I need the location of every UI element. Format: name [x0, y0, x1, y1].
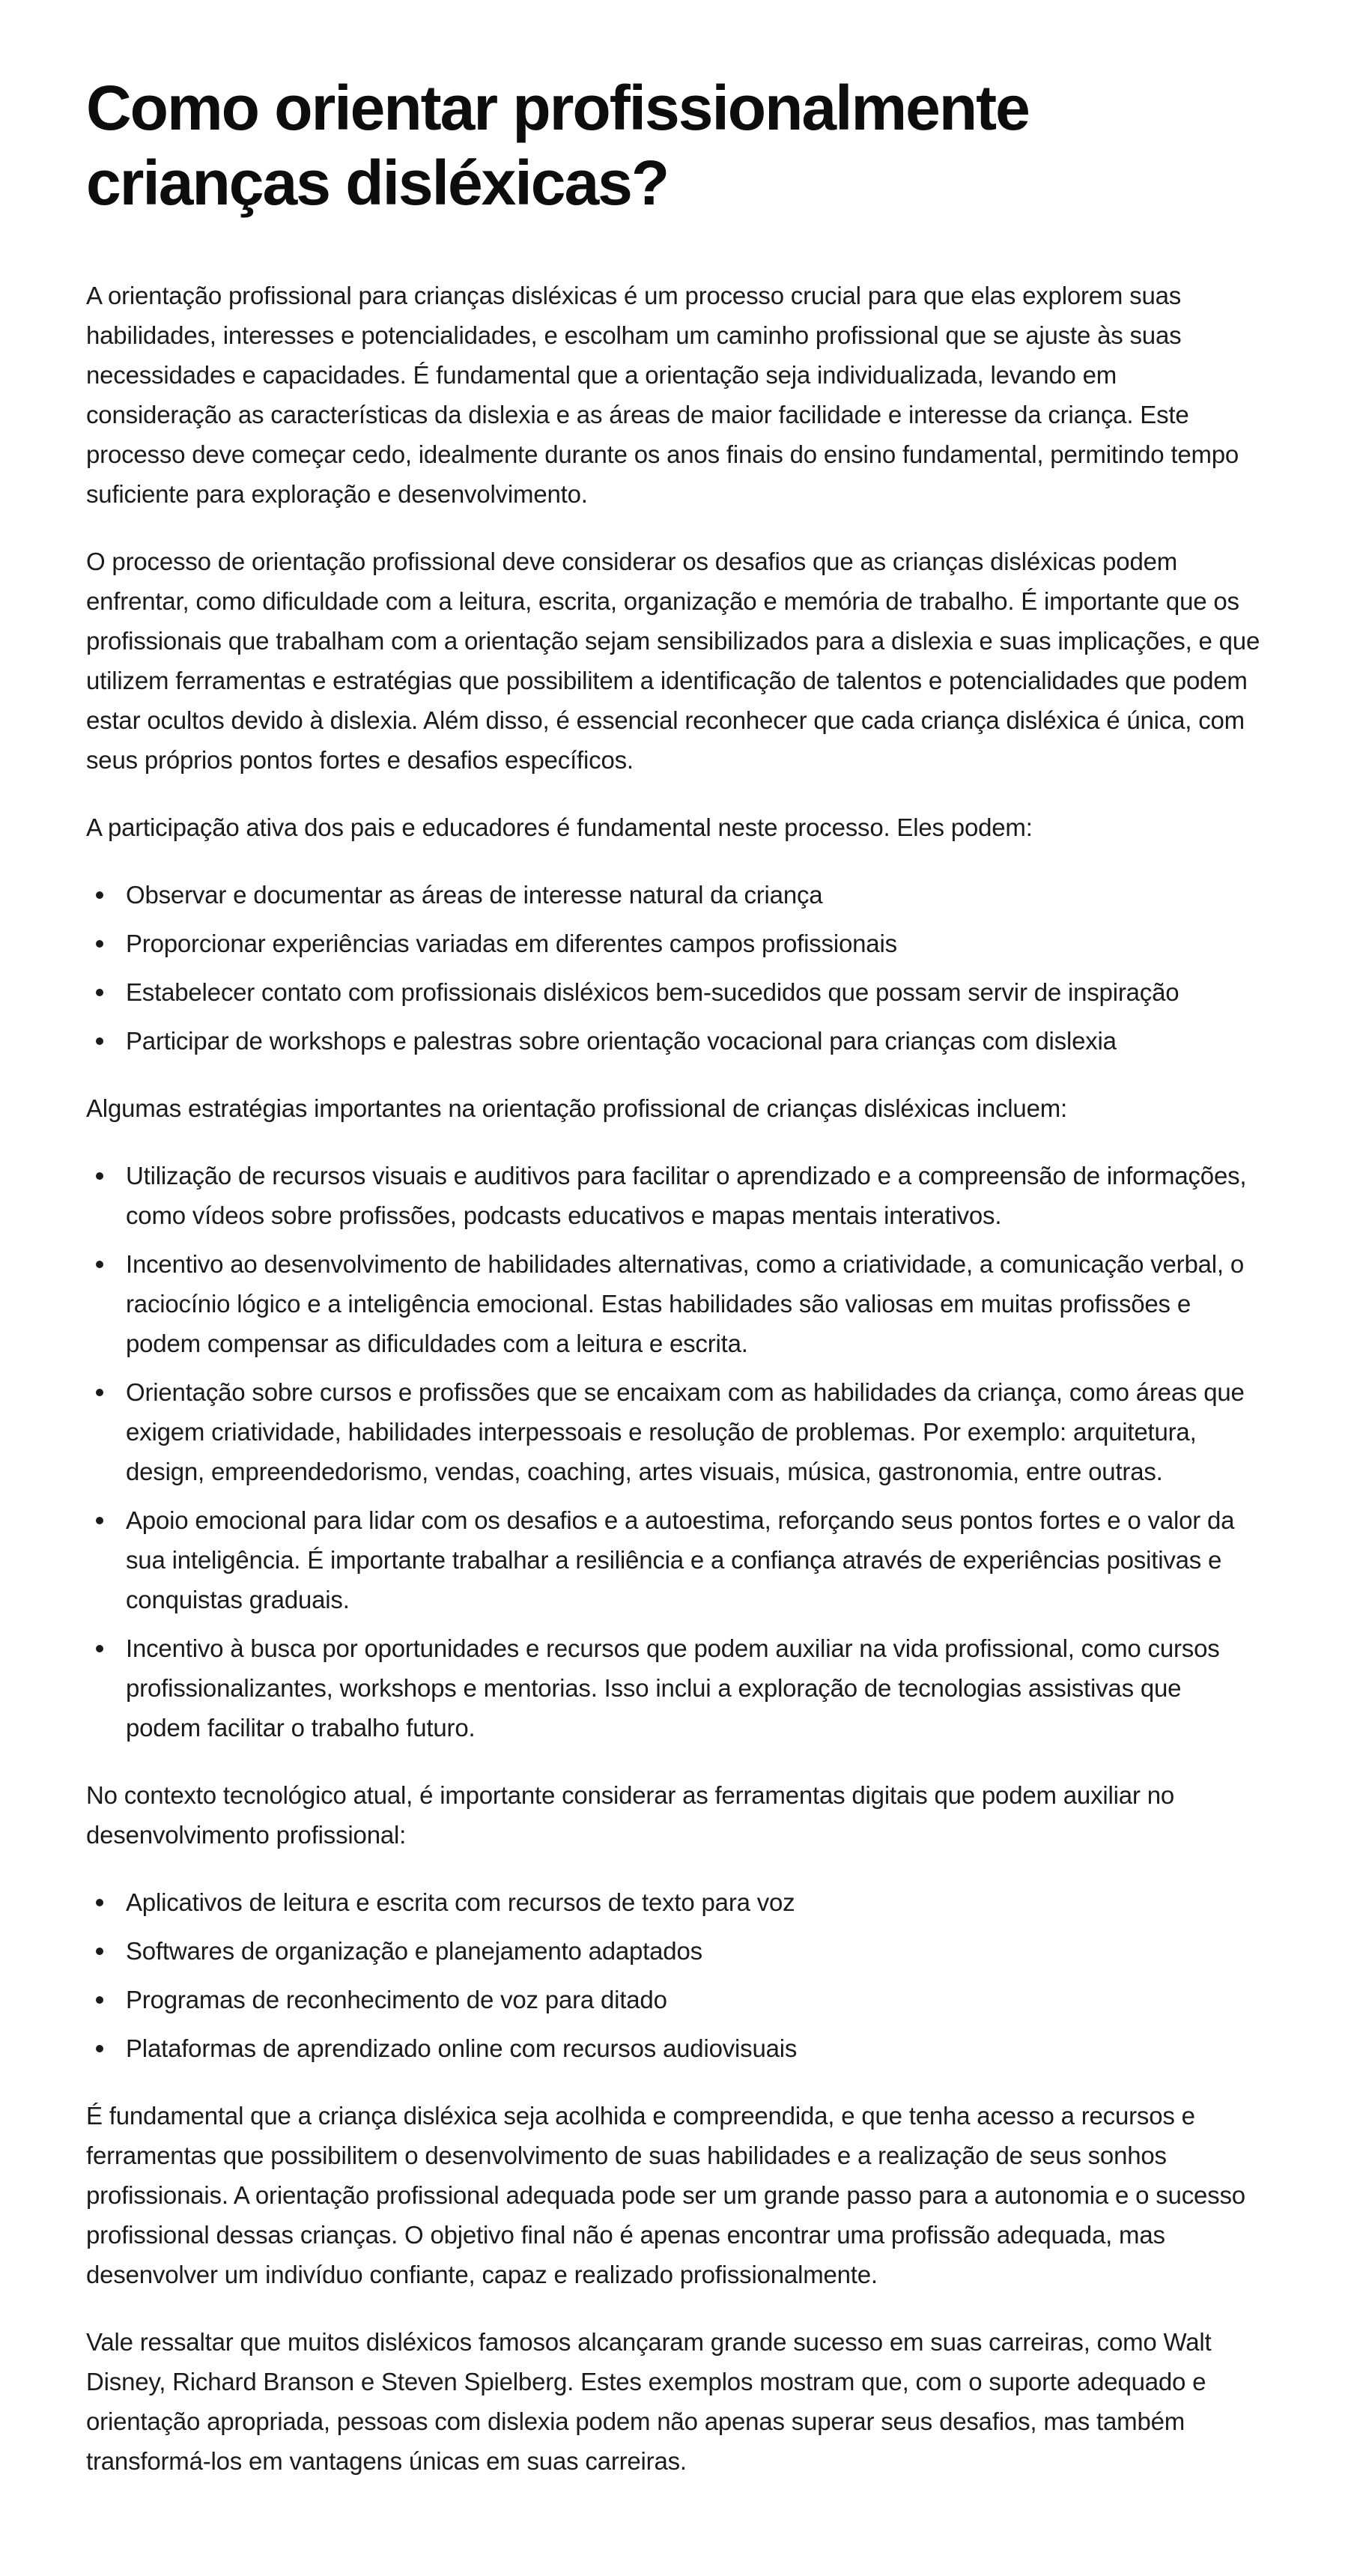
- paragraph-parents-intro: A participação ativa dos pais e educadores é fundamental neste processo. Eles podem:: [86, 813, 1033, 841]
- list-item: Plataformas de aprendizado online com recursos audiovisuais: [126, 2028, 1262, 2068]
- list-item: Incentivo ao desenvolvimento de habilidades alternativas, como a criatividade, a comunicação verbal, o raciocínio lógico e a inteligência emocional. Estas habilidades são valiosas em muitas profissões e podem compensar as dificuldades com a leitura e escrita.: [126, 1244, 1262, 1363]
- list-item: Apoio emocional para lidar com os desafios e a autoestima, reforçando seus pontos fortes e o valor da sua inteligência. É importante trabalhar a resiliência e a confiança através de experiências positivas e conquistas graduais.: [126, 1500, 1262, 1619]
- list-item: Aplicativos de leitura e escrita com recursos de texto para voz: [126, 1882, 1262, 1922]
- list-item: Incentivo à busca por oportunidades e recursos que podem auxiliar na vida profissional, como cursos profissionalizantes, workshops e mentorias. Isso inclui a exploração de tecnologias assistivas que podem facilitar o trabalho futuro.: [126, 1628, 1262, 1748]
- tech-list: [86, 1882, 1262, 2068]
- paragraph-process: O processo de orientação profissional deve considerar os desafios que as crianças disléxicas podem enfrentar, como dificuldade com a leitura, escrita, organização e memória de trabalho. É importante que os profissionais que trabalham com a orientação sejam sensibilizados para a dislexia e suas implicações, e que utilizem ferramentas e estratégias que possibilitem a identificação de talentos e potencialidades que podem estar ocultos devido à dislexia. Além disso, é essencial reconhecer que cada criança disléxica é única, com seus próprios pontos fortes e desafios específicos.: [86, 548, 1260, 774]
- list-item: Orientação sobre cursos e profissões que se encaixam com as habilidades da criança, como áreas que exigem criatividade, habilidades interpessoais e resolução de problemas. Por exemplo: arquitetura, design, empreendedorismo, vendas, coaching, artes visuais, música, gastronomia, entre outras.: [126, 1372, 1262, 1491]
- paragraph-tech-intro: No contexto tecnológico atual, é importante considerar as ferramentas digitais que podem auxiliar no desenvolvimento profissional:: [86, 1781, 1174, 1849]
- paragraph-strategies-intro: Algumas estratégias importantes na orientação profissional de crianças disléxicas incluem:: [86, 1094, 1067, 1122]
- page-title: Como orientar profissionalmente crianças disléxicas?: [86, 73, 1029, 218]
- list-item: Utilização de recursos visuais e auditivos para facilitar o aprendizado e a compreensão de informações, como vídeos sobre profissões, podcasts educativos e mapas mentais interativos.: [126, 1156, 1262, 1235]
- list-item: Softwares de organização e planejamento adaptados: [126, 1931, 1262, 1971]
- list-item: Proporcionar experiências variadas em diferentes campos profissionais: [126, 924, 1262, 963]
- paragraph-famous: Vale ressaltar que muitos disléxicos famosos alcançaram grande sucesso em suas carreiras, como Walt Disney, Richard Branson e Steven Spielberg. Estes exemplos mostram que, com o suporte adequado e orientação apropriada, pessoas com dislexia podem não apenas superar seus desafios, mas também transformá-los em vantagens únicas em suas carreiras.: [86, 2328, 1212, 2475]
- paragraph-intro: A orientação profissional para crianças disléxicas é um processo crucial para que elas explorem suas habilidades, interesses e potencialidades, e escolham um caminho profissional que se ajuste às suas necessidades e capacidades. É fundamental que a orientação seja individualizada, levando em consideração as características da dislexia e as áreas de maior facilidade e interesse da criança. Este processo deve começar cedo, idealmente durante os anos finais do ensino fundamental, permitindo tempo suficiente para exploração e desenvolvimento.: [86, 282, 1239, 508]
- list-item: Estabelecer contato com profissionais disléxicos bem-sucedidos que possam servir de inspiração: [126, 972, 1262, 1012]
- list-item: Observar e documentar as áreas de interesse natural da criança: [126, 875, 1262, 915]
- parents-list: [86, 875, 1262, 1061]
- list-item: Participar de workshops e palestras sobre orientação vocacional para crianças com dislexia: [126, 1021, 1262, 1061]
- list-item: Programas de reconhecimento de voz para ditado: [126, 1980, 1262, 2019]
- strategies-list: [86, 1156, 1262, 1748]
- paragraph-conclusion: É fundamental que a criança disléxica seja acolhida e compreendida, e que tenha acesso a recursos e ferramentas que possibilitem o desenvolvimento de suas habilidades e a realização de seus sonhos profissionais. A orientação profissional adequada pode ser um grande passo para a autonomia e o sucesso profissional dessas crianças. O objetivo final não é apenas encontrar uma profissão adequada, mas desenvolver um indivíduo confiante, capaz e realizado profissionalmente.: [86, 2102, 1245, 2288]
